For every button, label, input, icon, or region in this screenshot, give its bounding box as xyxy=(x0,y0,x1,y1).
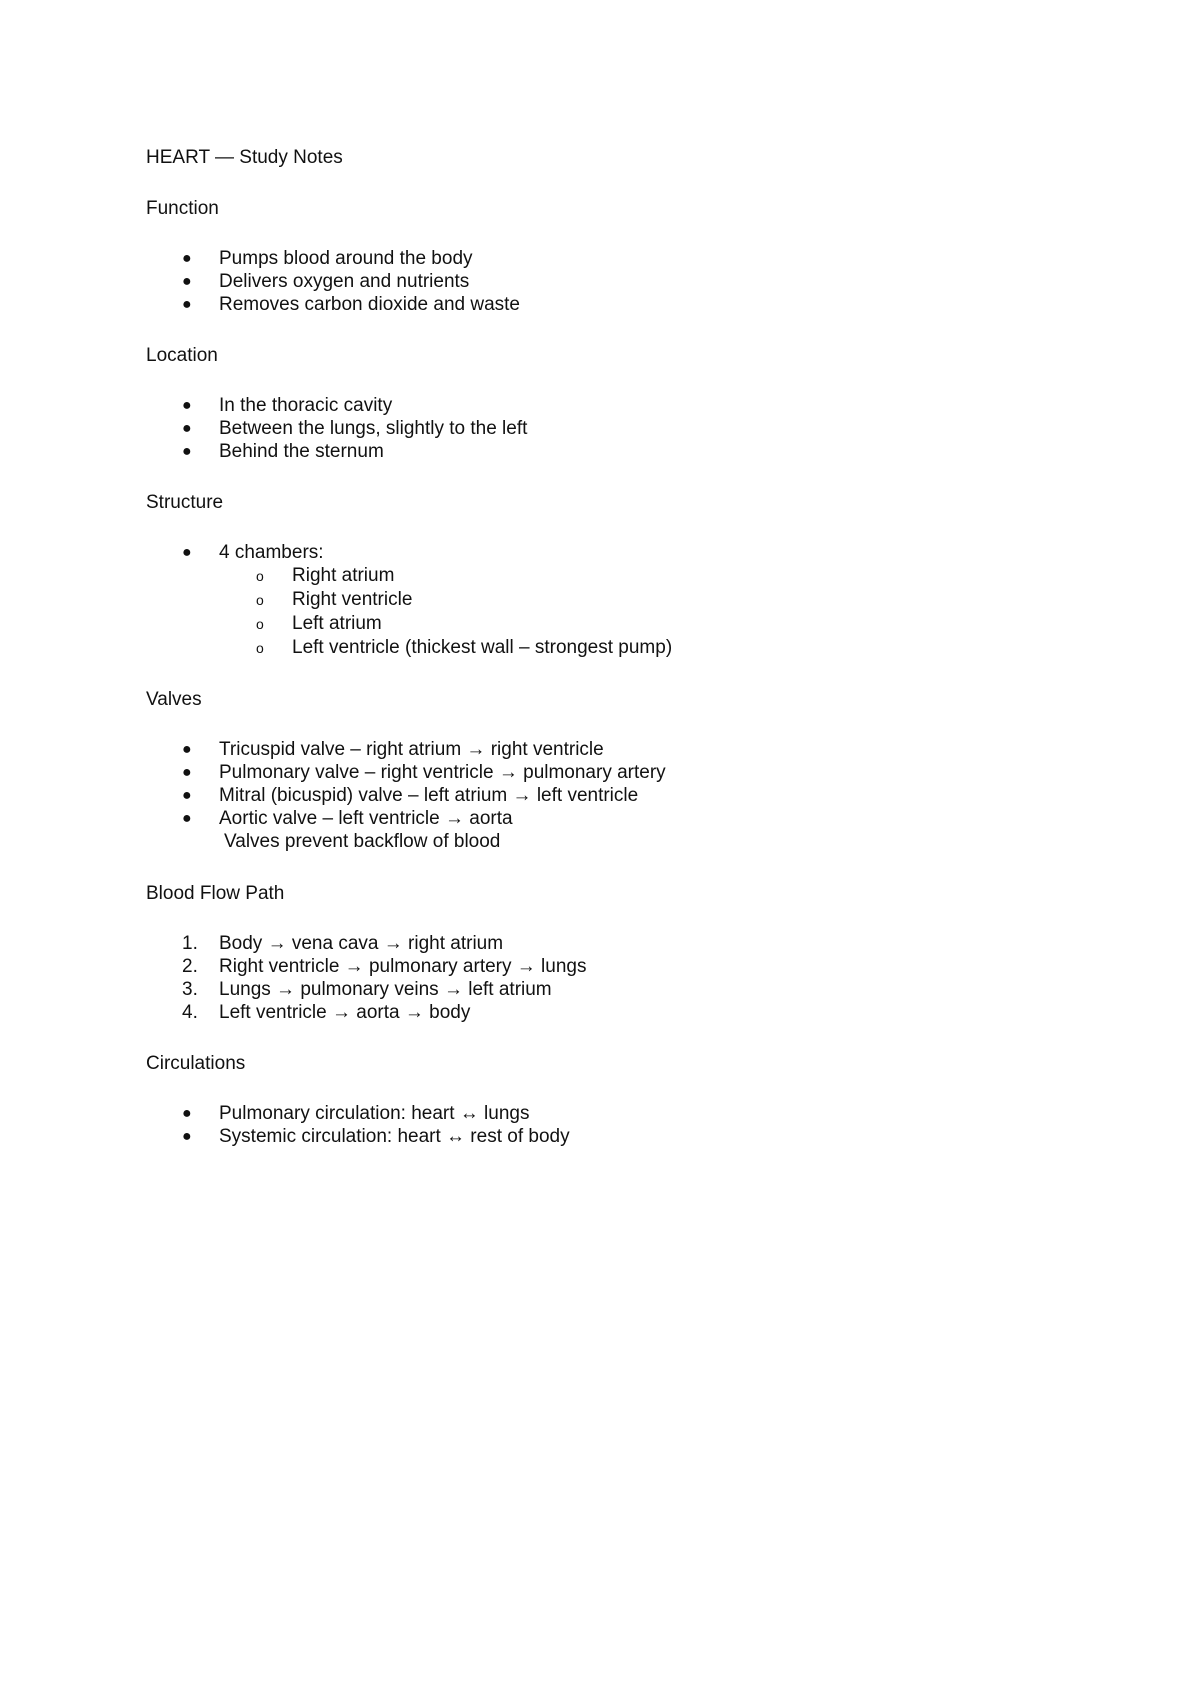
sublist-item-text: Right ventricle xyxy=(292,589,413,610)
circle-bullet-icon: o xyxy=(256,568,264,584)
bullet-icon: ● xyxy=(182,420,192,437)
blood-flow-list xyxy=(146,932,1046,1024)
bullet-icon: ● xyxy=(182,741,192,758)
list-item-text: Systemic circulation: heart ↔ rest of body xyxy=(219,1126,570,1147)
list-item-text: Lungs → pulmonary veins → left atrium xyxy=(219,979,552,1000)
list-item-text: Between the lungs, slightly to the left xyxy=(219,418,528,439)
list-number: 1. xyxy=(182,933,198,954)
sublist-item-text: Left atrium xyxy=(292,613,382,634)
bullet-icon: ● xyxy=(182,810,192,827)
bullet-icon: ● xyxy=(182,250,192,267)
section-function xyxy=(146,197,1046,316)
list-item-text: Left ventricle → aorta → body xyxy=(219,1002,471,1023)
location-list xyxy=(146,394,1046,463)
valves-list xyxy=(146,738,1046,830)
sublist-item-text: Left ventricle (thickest wall – strongest pump) xyxy=(292,637,673,658)
list-item-text: Pulmonary valve – right ventricle → pulmonary artery xyxy=(219,762,666,783)
list-item xyxy=(146,247,1046,270)
list-item-text: Pulmonary circulation: heart ↔ lungs xyxy=(219,1103,530,1124)
list-item-text: Delivers oxygen and nutrients xyxy=(219,271,470,292)
section-heading-function: Function xyxy=(146,198,219,219)
list-item-text: Mitral (bicuspid) valve – left atrium → left ventricle xyxy=(219,785,639,806)
list-item xyxy=(146,955,1046,978)
sublist-item-text: Right atrium xyxy=(292,565,395,586)
list-item xyxy=(146,394,1046,417)
list-number: 3. xyxy=(182,979,198,1000)
list-item-text: Right ventricle → pulmonary artery → lungs xyxy=(219,956,587,977)
section-heading-circulations: Circulations xyxy=(146,1053,246,1074)
list-item-text: Pumps blood around the body xyxy=(219,248,473,269)
bullet-icon: ● xyxy=(182,443,192,460)
section-heading-structure: Structure xyxy=(146,492,224,513)
list-item xyxy=(146,1102,1046,1125)
bullet-icon: ● xyxy=(182,1105,192,1122)
list-item-text: Body → vena cava → right atrium xyxy=(219,933,504,954)
list-item xyxy=(146,807,1046,830)
circulations-list xyxy=(146,1102,1046,1148)
list-item xyxy=(146,761,1046,784)
section-blood-flow xyxy=(146,882,1046,1024)
list-item-text: 4 chambers: xyxy=(219,542,324,563)
sublist-item xyxy=(146,564,1046,588)
sublist-item xyxy=(146,636,1046,660)
list-item xyxy=(146,932,1046,955)
bullet-icon: ● xyxy=(182,397,192,414)
section-structure xyxy=(146,491,1046,660)
sublist-item xyxy=(146,588,1046,612)
list-item-text: In the thoracic cavity xyxy=(219,395,393,416)
section-heading-location: Location xyxy=(146,345,218,366)
list-item-text: Tricuspid valve – right atrium → right ventricle xyxy=(219,739,604,760)
bullet-icon: ● xyxy=(182,787,192,804)
section-location xyxy=(146,344,1046,463)
section-heading-valves: Valves xyxy=(146,689,202,710)
bullet-icon: ● xyxy=(182,273,192,290)
section-heading-blood-flow: Blood Flow Path xyxy=(146,883,285,904)
list-number: 4. xyxy=(182,1002,198,1023)
page-title: HEART — Study Notes xyxy=(146,147,343,168)
list-item xyxy=(146,784,1046,807)
function-list xyxy=(146,247,1046,316)
bullet-icon: ● xyxy=(182,296,192,313)
circle-bullet-icon: o xyxy=(256,592,264,608)
list-item xyxy=(146,440,1046,463)
valves-note: Valves prevent backflow of blood xyxy=(224,831,501,852)
section-circulations xyxy=(146,1052,1046,1148)
list-item xyxy=(146,738,1046,761)
circle-bullet-icon: o xyxy=(256,640,264,656)
chambers-sublist xyxy=(146,564,1046,660)
bullet-icon: ● xyxy=(182,1128,192,1145)
list-item xyxy=(146,1001,1046,1024)
list-item xyxy=(146,541,1046,660)
circle-bullet-icon: o xyxy=(256,616,264,632)
bullet-icon: ● xyxy=(182,764,192,781)
list-item-text: Removes carbon dioxide and waste xyxy=(219,294,521,315)
list-item xyxy=(146,270,1046,293)
list-item xyxy=(146,417,1046,440)
section-valves xyxy=(146,688,1046,854)
list-item xyxy=(146,978,1046,1001)
sublist-item xyxy=(146,612,1046,636)
structure-list xyxy=(146,541,1046,660)
document-body xyxy=(146,146,1046,1148)
bullet-icon: ● xyxy=(182,544,192,561)
list-number: 2. xyxy=(182,956,198,977)
list-item xyxy=(146,1125,1046,1148)
list-item-text: Behind the sternum xyxy=(219,441,384,462)
list-item-text: Aortic valve – left ventricle → aorta xyxy=(219,808,513,829)
list-item xyxy=(146,293,1046,316)
